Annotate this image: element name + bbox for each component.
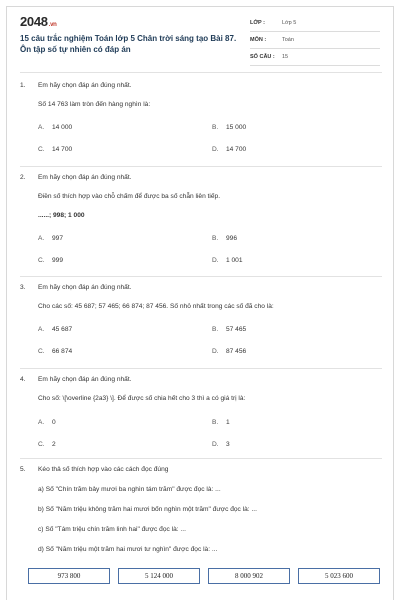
divider: [20, 276, 382, 277]
divider: [20, 458, 382, 459]
question-number: 5.: [20, 466, 26, 473]
option-a[interactable]: A. 997: [38, 235, 64, 242]
question-instruction: Em hãy chọn đáp án đúng nhất.: [38, 174, 132, 181]
option-d[interactable]: D. 3: [212, 441, 230, 448]
option-a[interactable]: A. 45 687: [38, 326, 73, 333]
question-instruction: Em hãy chọn đáp án đúng nhất.: [38, 376, 132, 383]
meta-grade: LỚP : Lớp 5: [250, 15, 380, 32]
question-2: [20, 174, 380, 274]
page-title: 15 câu trắc nghiệm Toán lớp 5 Chân trời sáng tạo Bài 87. Ôn tập số tự nhiên có đáp án: [20, 34, 237, 54]
option-d[interactable]: D. 1 001: [212, 257, 243, 264]
option-a[interactable]: A. 14 000: [38, 124, 73, 131]
divider: [20, 368, 382, 369]
question-prompt: Số 14 763 làm tròn đến hàng nghìn là:: [38, 101, 151, 108]
drag-option[interactable]: 5 124 000: [118, 568, 200, 584]
question-3: [20, 284, 380, 364]
divider: [20, 72, 382, 73]
question-instruction: Em hãy chọn đáp án đúng nhất.: [38, 82, 132, 89]
question-prompt: Cho các số: 45 687; 57 465; 66 874; 87 456. Số nhỏ nhất trong các số đã cho là:: [38, 303, 274, 310]
option-d[interactable]: D. 87 456: [212, 348, 247, 355]
drag-option[interactable]: 973 800: [28, 568, 110, 584]
option-a[interactable]: A. 0: [38, 419, 56, 426]
question-number: 2.: [20, 174, 26, 181]
question-number: 3.: [20, 284, 26, 291]
option-b[interactable]: B. 57 465: [212, 326, 247, 333]
option-b[interactable]: B. 996: [212, 235, 238, 242]
reading-item-b: b) Số "Năm triệu không trăm hai mươi bốn nghìn một trăm" được đọc là: ...: [38, 506, 257, 513]
reading-item-c: c) Số "Tám triệu chín trăm linh hai" được đọc là: ...: [38, 526, 186, 533]
option-c[interactable]: C. 66 874: [38, 348, 73, 355]
question-prompt: Điền số thích hợp vào chỗ chấm để được ba số chẵn liên tiếp.: [38, 193, 221, 200]
option-d[interactable]: D. 14 700: [212, 146, 247, 153]
divider: [20, 166, 382, 167]
drag-option[interactable]: 5 023 600: [298, 568, 380, 584]
option-b[interactable]: B. 1: [212, 419, 230, 426]
question-number: 4.: [20, 376, 26, 383]
meta-subject: MÔN : Toán: [250, 32, 380, 49]
site-logo[interactable]: 2048.vn: [20, 14, 57, 29]
question-prompt-sequence: ......; 998; 1 000: [38, 212, 85, 219]
option-b[interactable]: B. 15 000: [212, 124, 247, 131]
option-c[interactable]: C. 2: [38, 441, 56, 448]
meta-count: SỐ CÂU : 15: [250, 49, 380, 66]
drag-option[interactable]: 8 000 902: [208, 568, 290, 584]
question-1: [20, 82, 380, 162]
reading-item-d: d) Số "Năm triệu một trăm hai mươi tư nghìn" được đọc là: ...: [38, 546, 218, 553]
question-prompt: Cho số: \[\overline {2a3} \]. Để được số chia hết cho 3 thì a có giá trị là:: [38, 395, 246, 402]
question-5: [20, 466, 380, 566]
option-c[interactable]: C. 999: [38, 257, 64, 264]
question-instruction: Kéo thả số thích hợp vào các cách đọc đúng: [38, 466, 169, 473]
meta-info: [250, 15, 380, 66]
reading-item-a: a) Số "Chín trăm bảy mươi ba nghìn tám trăm" được đọc là: ...: [38, 486, 221, 493]
question-4: [20, 376, 380, 456]
question-instruction: Em hãy chọn đáp án đúng nhất.: [38, 284, 132, 291]
question-number: 1.: [20, 82, 26, 89]
option-c[interactable]: C. 14 700: [38, 146, 73, 153]
